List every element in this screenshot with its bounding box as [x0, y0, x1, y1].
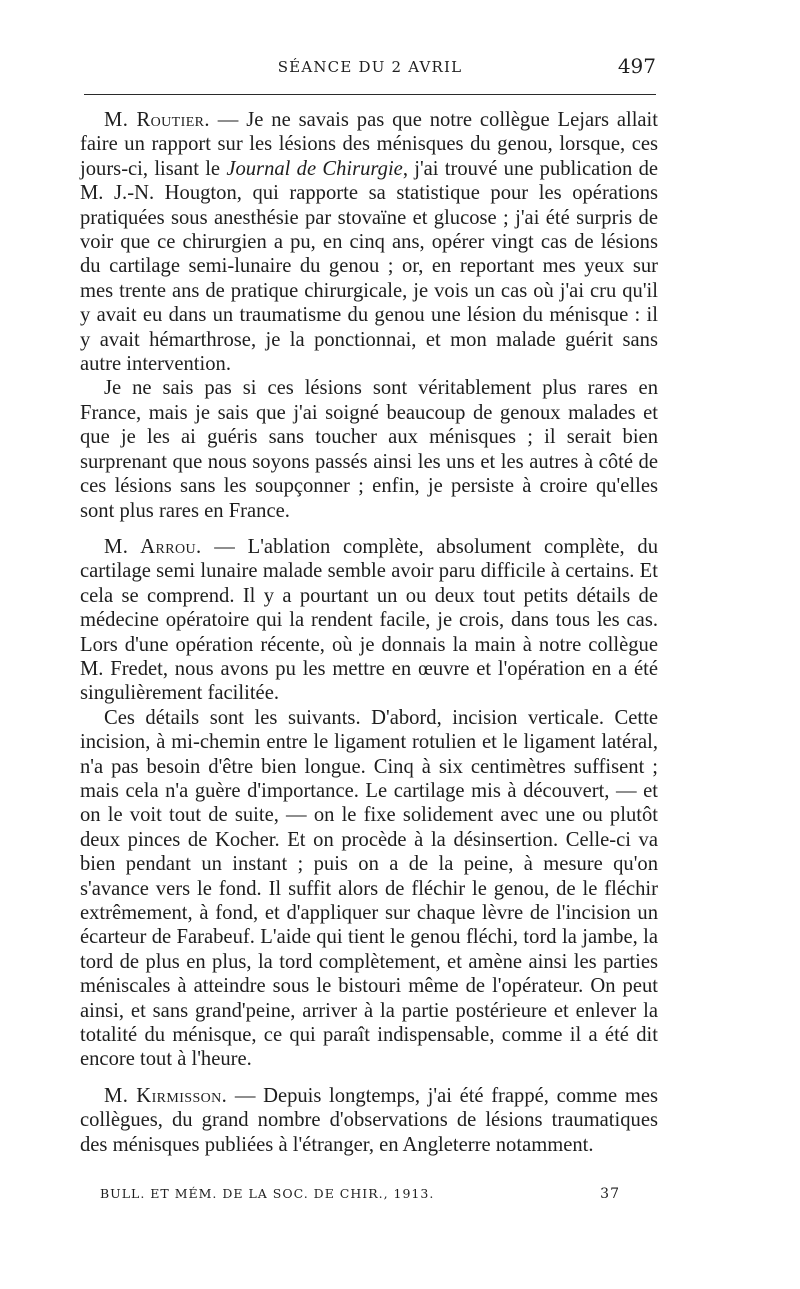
page-number: 497	[617, 54, 656, 78]
journal-title: Journal de Chirurgie	[226, 157, 403, 180]
paragraph-text: — Je ne savais pas que notre collègue Lejars allait faire un rapport sur les lésions des ménisques du genou, lorsque, ces jours-ci, lisant le	[80, 109, 658, 180]
paragraph-kirmisson	[80, 1084, 658, 1157]
paragraph-text: — Depuis longtemps, j'ai été frappé, comme mes collègues, du grand nombre d'observations de lésions traumatiques des ménisques publiées à l'étranger, en Angleterre notamment.	[80, 1084, 658, 1156]
paragraph-arrou	[80, 535, 658, 706]
paragraph-text: Je ne sais pas si ces lésions sont véritablement plus rares en France, mais je sais que j'ai soigné beaucoup de genoux malades et que je les ai guéris sans toucher aux ménisques ; il serait bien surprenant que nous soyons passés ainsi les uns et les autres à côté de ces lésions sans les soupçonner ; enfin, je persiste à croire qu'elles sont plus rares en France.	[80, 377, 658, 522]
paragraph-text: — L'ablation complète, absolument complète, du cartilage semi lunaire malade semble avoir paru difficile à certains. Et cela se comprend. Il y a pourtant un ou deux tout petits détails de médecine opératoire qui la rendent facile, je crois, dans tous les cas. Lors d'une opération récente, où je donnais la main à notre collègue M. Fredet, nous avons pu les mettre en œuvre et l'opération en a été singulièrement facilitée.	[80, 535, 658, 705]
running-title: SÉANCE DU 2 AVRIL	[277, 58, 463, 76]
paragraph-text: Ces détails sont les suivants. D'abord, incision verticale. Cette incision, à mi-chemin entre le ligament rotulien et le ligament latéral, n'a pas besoin d'être bien longue. Cinq à six centimètres suffisent ; mais cela n'a guère d'importance. Le cartilage mis à découvert, — et on le voit tout de suite, — on le fixe solidement avec une ou plutôt deux pinces de Kocher. Et on procède à la désinsertion. Celle-ci va bien pendant un instant ; puis on a de la peine, à mesure qu'on s'avance vers le fond. Il suffit alors de fléchir le genou, de le fléchir extrêmement, à fond, et d'appliquer sur chaque lèvre de l'incision un écarteur de Farabeuf. L'aide qui tient le genou fléchi, tord la jambe, la tord de plus en plus, la tord complètement, et amène ainsi les parties méniscales à atteindre sous le bistouri même de l'opérateur. On peut ainsi, et sans grand'peine, arriver à la partie postérieure et enlever la totalité du ménisque, ce qui paraît indispensable, comme il a été dit encore tout à l'heure.	[80, 706, 658, 1071]
body-text	[80, 108, 658, 1157]
paragraph-routier	[80, 108, 658, 376]
sheet-number: 37	[600, 1186, 620, 1202]
speaker-name: M. Arrou.	[104, 535, 202, 558]
header-rule	[84, 94, 656, 95]
paragraph-routier-continued	[80, 376, 658, 522]
speaker-name: M. Routier.	[104, 109, 210, 131]
speaker-name: M. Kirmisson.	[104, 1084, 228, 1107]
paragraph-text-continued: , j'ai trouvé une publication de M. J.-N. Hougton, qui rapporte sa statistique pour les opérations pratiquées sous anesthésie par stovaïne et glucose ; j'ai été surpris de voir que ce chirurgien a pu, en cinq ans, opérer vingt cas de lésions du cartilage semi-lunaire du genou ; or, en reportant mes yeux sur mes trente ans de pratique chirurgicale, je vois un cas où j'ai cru qu'il y avait eu dans un traumatisme du genou une lésion du ménisque : il y avait hémarthrose, je la ponctionnai, et mon malade guérit sans autre intervention.	[80, 157, 659, 376]
page-header	[84, 54, 656, 84]
footer-reference: BULL. ET MÉM. DE LA SOC. DE CHIR., 1913.	[100, 1186, 435, 1201]
paragraph-arrou-continued	[80, 706, 658, 1072]
